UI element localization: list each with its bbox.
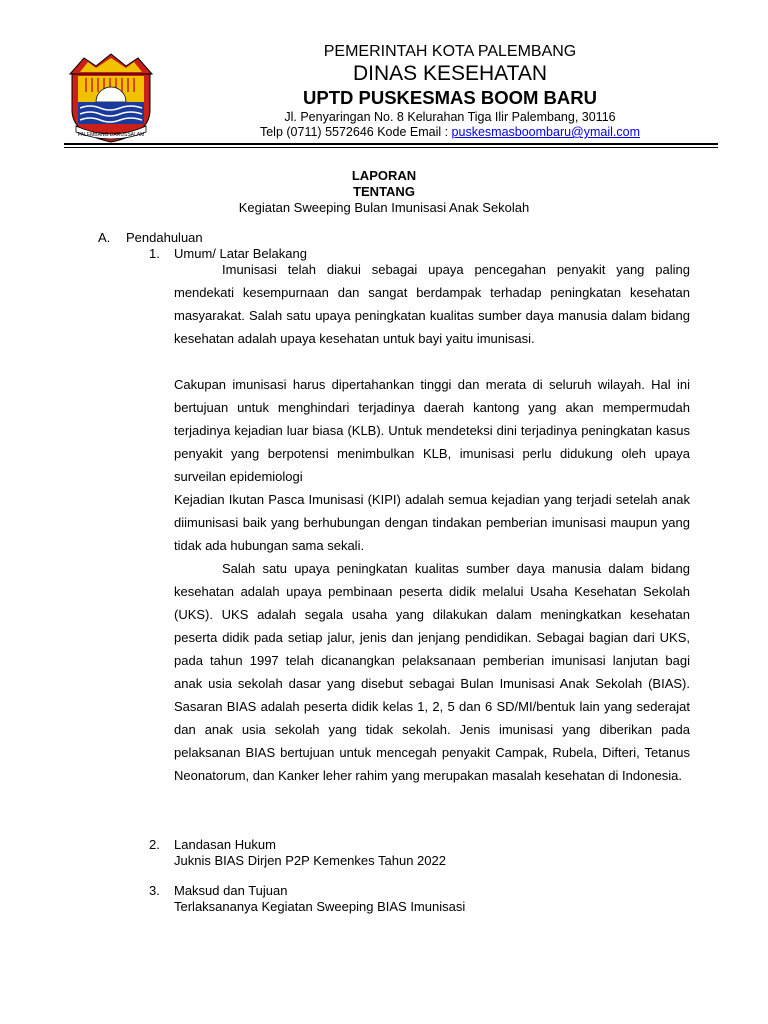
report-title: LAPORAN [351, 168, 417, 183]
letterhead [220, 42, 680, 140]
subsection-3-marker: 3. [149, 883, 160, 898]
letterhead-address: Jl. Penyaringan No. 8 Kelurahan Tiga Ilir Palembang, 30116 [284, 110, 616, 124]
contact-phone: Telp (0711) 5572646 Kode Email : [259, 125, 452, 139]
city-emblem-logo [66, 52, 156, 144]
letterhead-contact [220, 125, 680, 140]
letterhead-divider-thick [64, 143, 718, 145]
subsection-3-content: Terlaksananya Kegiatan Sweeping BIAS Imunisasi [174, 899, 466, 914]
letterhead-department: DINAS KESEHATAN [352, 62, 548, 85]
paragraph-immunization-intro: Imunisasi telah diakui sebagai upaya pencegahan penyakit yang paling mendekati kesempurnaan dan sangat berdampak terhadap peningkatan kesehatan masyarakat. Salah satu upaya peningkatan kualitas sumber daya manusia dalam bidang kesehatan adalah upaya kesehatan untuk bayi yaitu imunisasi. [174, 262, 690, 346]
subsection-1-heading: Umum/ Latar Belakang [174, 246, 307, 261]
email-link[interactable]: puskesmasboombaru@ymail.com [451, 125, 640, 139]
subsection-2-marker: 2. [149, 837, 160, 852]
section-a-heading: Pendahuluan [126, 230, 203, 245]
section-a-marker: A. [98, 230, 111, 245]
subsection-3-heading: Maksud dan Tujuan [174, 883, 288, 898]
report-subtitle: Kegiatan Sweeping Bulan Imunisasi Anak Sekolah [238, 200, 530, 215]
logo-motto-text: PALEMBANG DARUSSALAM [77, 132, 145, 138]
paragraph-uks-bias: Salah satu upaya peningkatan kualitas sumber daya manusia dalam bidang kesehatan adalah upaya pembinaan peserta didik melalui Usaha Kesehatan Sekolah (UKS). UKS adalah segala usaha yang dilakukan dalam meningkatkan kesehatan peserta didik pada setiap jalur, jenis dan jenjang pendidikan. Sebagai bagian dari UKS, pada tahun 1997 telah dicanangkan pelaksanaan pemberian imunisasi lanjutan bagi anak usia sekolah dasar yang disebut sebagai Bulan Imunisasi Anak Sekolah (BIAS). Sasaran BIAS adalah peserta didik kelas 1, 2, 5 dan 6 SD/MI/bentuk lain yang sederajat dan anak usia sekolah yang tidak sekolah. Jenis imunisasi yang diberikan pada pelaksanan BIAS bertujuan untuk mencegah penyakit Campak, Rubela, Difteri, Tetanus Neonatorum, dan Kanker leher rahim yang merupakan masalah kesehatan di Indonesia. [174, 561, 690, 783]
subsection-2-content: Juknis BIAS Dirjen P2P Kemenkes Tahun 2022 [174, 853, 446, 868]
report-title-about: TENTANG [353, 184, 415, 199]
paragraph-kipi: Kejadian Ikutan Pasca Imunisasi (KIPI) adalah semua kejadian yang terjadi setelah anak diimunisasi baik yang berhubungan dengan tindakan pemberian imunisasi maupun yang tidak ada hubungan sama sekali. [174, 492, 690, 553]
subsection-1-marker: 1. [149, 246, 160, 261]
paragraph-coverage: Cakupan imunisasi harus dipertahankan tinggi dan merata di seluruh wilayah. Hal ini bertujuan untuk menghindari terjadinya daerah kantong yang akan mempermudah terjadinya kejadian luar biasa (KLB). Untuk mendeteksi dini terjadinya peningkatan kasus penyakit yang berpotensi menimbulkan KLB, imunisasi perlu didukung oleh upaya surveilan epidemiologi [174, 377, 690, 484]
letterhead-divider-thin [64, 147, 718, 148]
subsection-2-heading: Landasan Hukum [174, 837, 276, 852]
letterhead-institution: UPTD PUSKESMAS BOOM BARU [303, 87, 597, 108]
letterhead-government: PEMERINTAH KOTA PALEMBANG [323, 43, 577, 60]
